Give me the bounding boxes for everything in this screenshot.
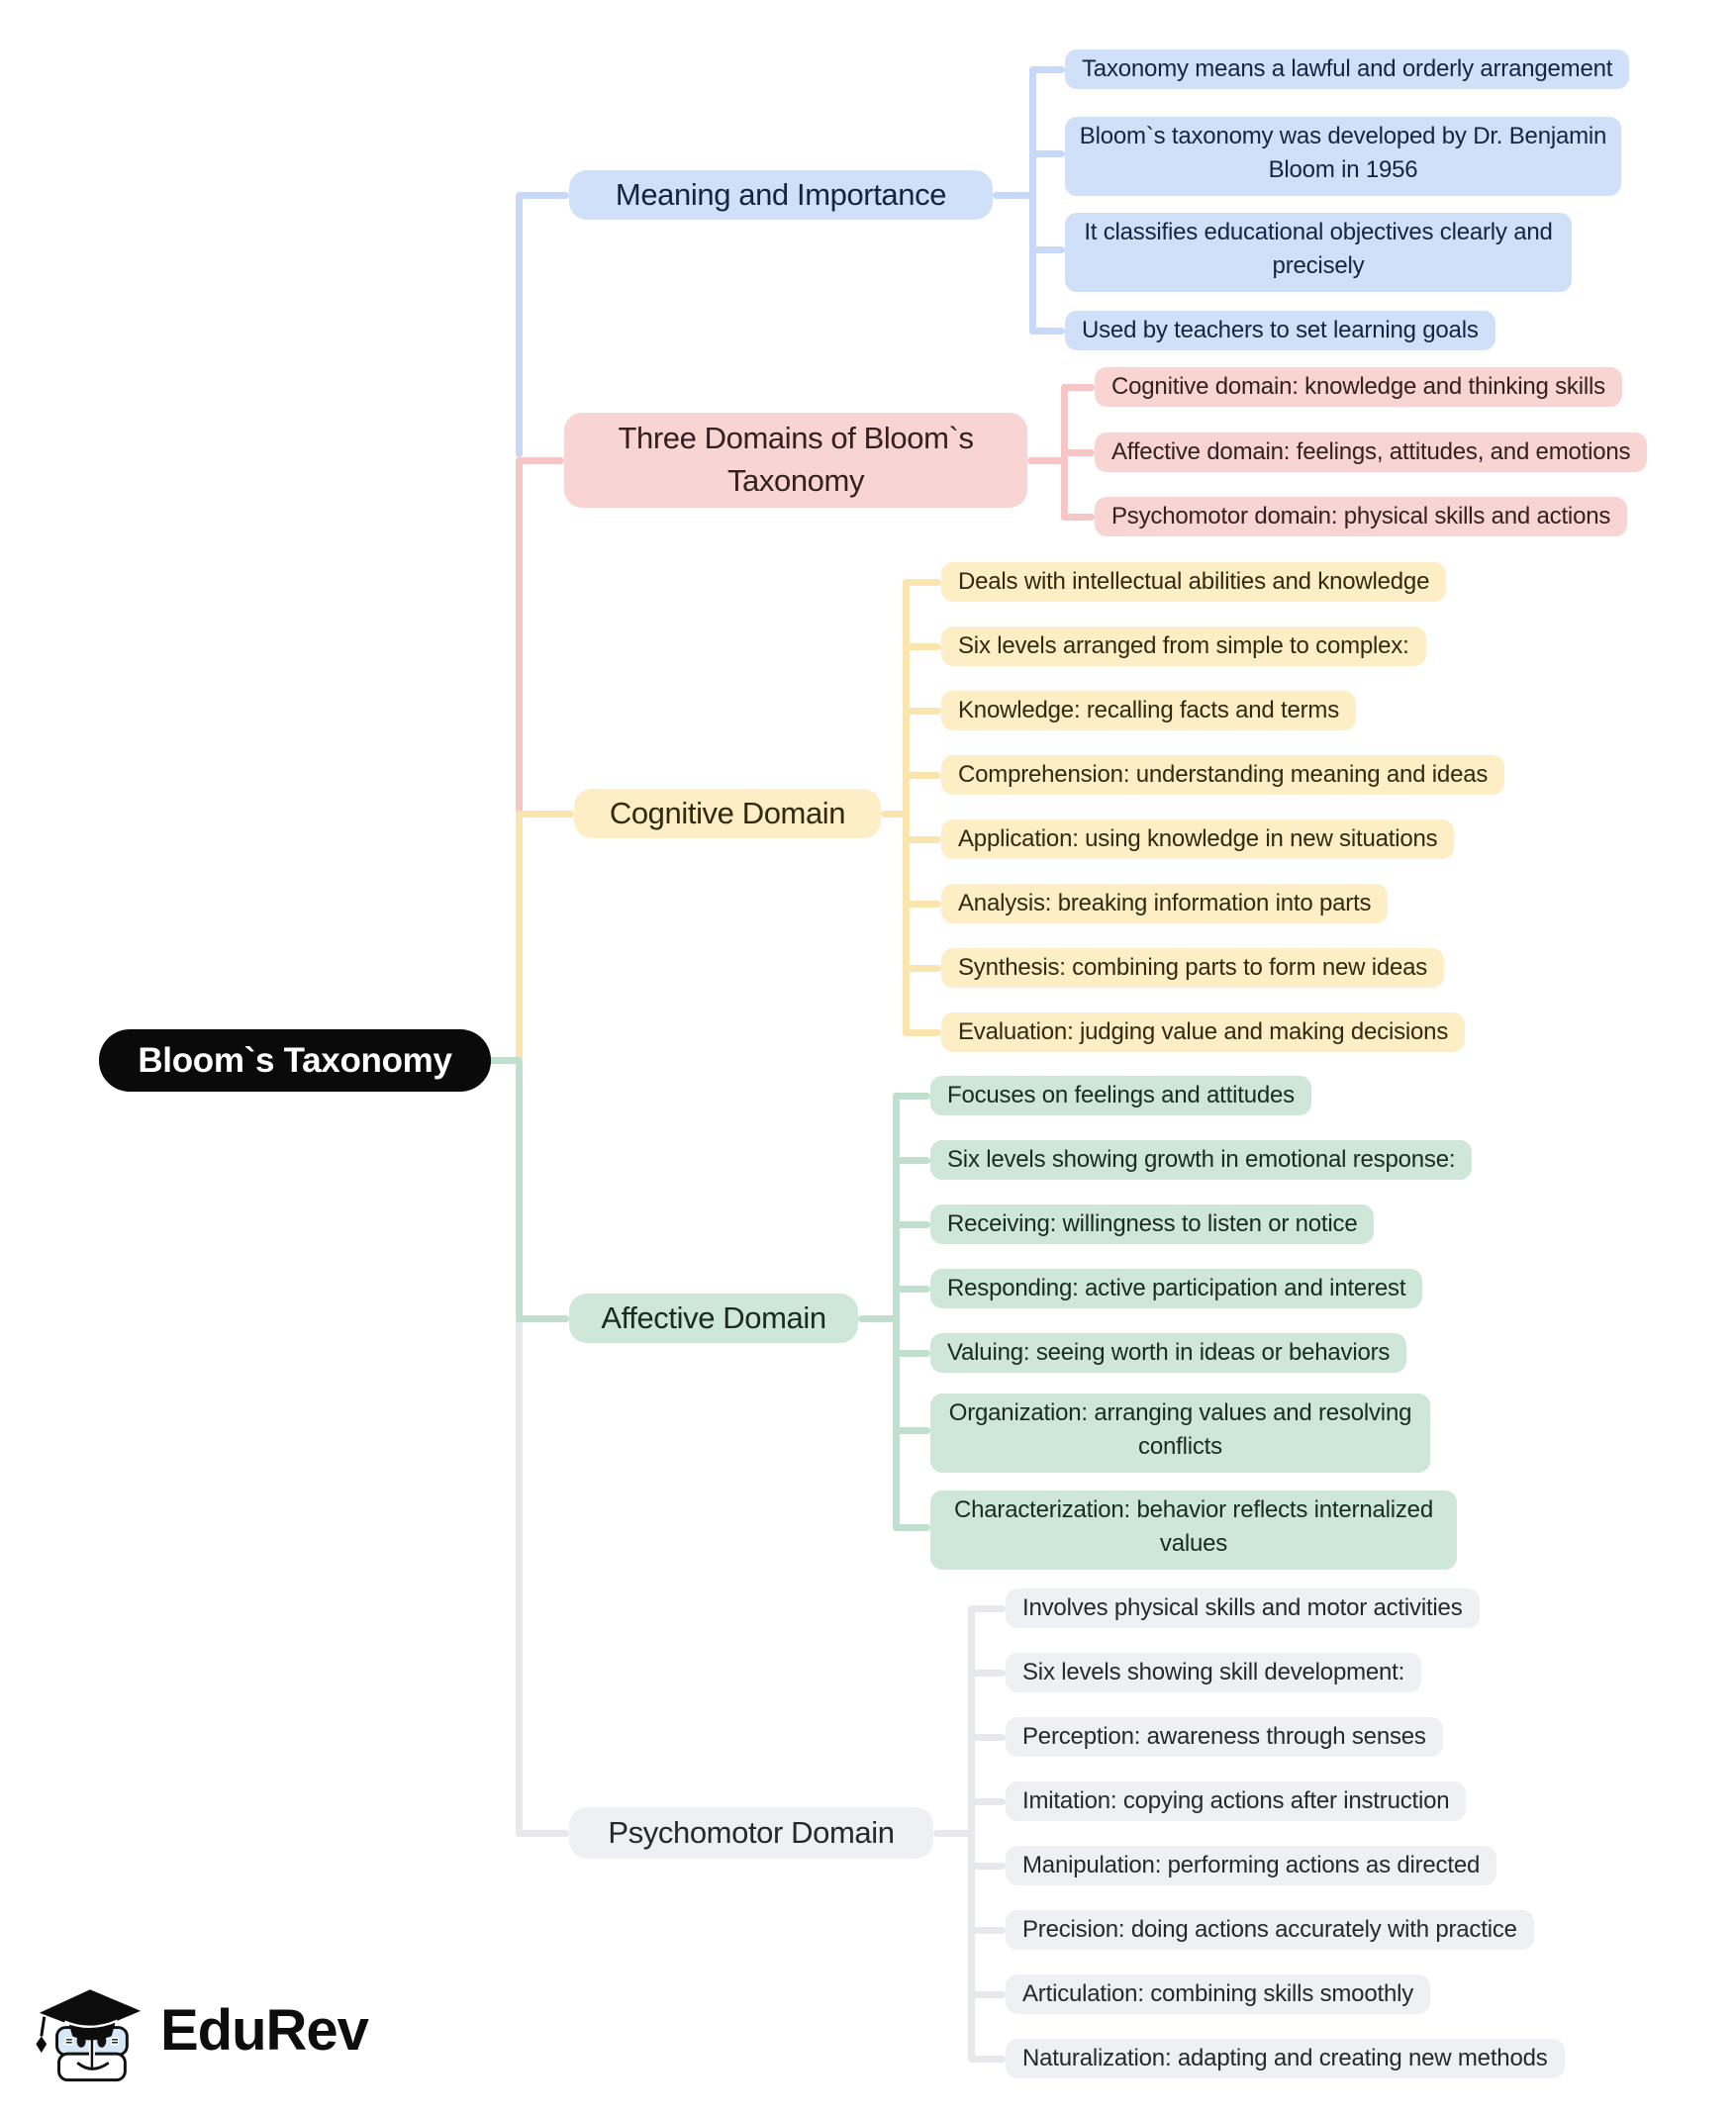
connector-line [903,836,941,843]
leaf-node[interactable]: Analysis: breaking information into parts [941,884,1388,923]
root-node-blooms-taxonomy[interactable]: Bloom`s Taxonomy [99,1029,491,1092]
connector-line [1061,449,1095,456]
branch-cognitive-domain[interactable]: Cognitive Domain [574,789,881,838]
leaf-node[interactable]: Evaluation: judging value and making decisions [941,1012,1465,1052]
leaf-node[interactable]: Psychomotor domain: physical skills and actions [1095,497,1627,536]
connector-line [968,1991,1006,1998]
connector-line [968,2056,1006,2063]
connector-line [903,1029,941,1036]
leaf-node[interactable]: Synthesis: combining parts to form new ideas [941,948,1444,988]
connector-line [516,192,569,199]
leaf-node[interactable]: Naturalization: adapting and creating new methods [1006,2039,1565,2078]
connector-line [516,814,523,1060]
connector-line [893,1524,930,1531]
leaf-node[interactable]: Used by teachers to set learning goals [1065,311,1495,350]
edurev-mascot-icon [30,1972,146,2088]
connector-line [516,1315,569,1322]
connector-line [968,1605,1006,1612]
connector-line [516,457,564,464]
connector-line [1061,514,1095,521]
edurev-watermark [30,1972,368,2088]
leaf-node[interactable]: Taxonomy means a lawful and orderly arrangement [1065,49,1629,89]
leaf-node[interactable]: Deals with intellectual abilities and knowledge [941,562,1446,602]
leaf-node[interactable]: Responding: active participation and interest [930,1269,1422,1308]
leaf-node[interactable]: Characterization: behavior reflects internalized values [930,1491,1457,1570]
connector-line [893,1427,930,1434]
leaf-node[interactable]: Bloom`s taxonomy was developed by Dr. Benjamin Bloom in 1956 [1065,117,1621,196]
leaf-node[interactable]: Perception: awareness through senses [1006,1717,1443,1757]
connector-line [903,579,941,586]
connector-line [516,1318,523,1837]
leaf-node[interactable]: Organization: arranging values and resolving conflicts [930,1394,1430,1473]
connector-line [968,1863,1006,1870]
connector-line [968,1798,1006,1805]
leaf-node[interactable]: It classifies educational objectives clearly and precisely [1065,213,1572,292]
connector-line [1029,150,1065,157]
branch-affective-domain[interactable]: Affective Domain [569,1294,858,1343]
connector-line [903,772,941,779]
connector-line [893,1350,930,1357]
connector-line [903,643,941,650]
leaf-node[interactable]: Affective domain: feelings, attitudes, and emotions [1095,433,1647,472]
leaf-node[interactable]: Involves physical skills and motor activities [1006,1588,1480,1628]
connector-line [516,1830,569,1837]
leaf-node[interactable]: Six levels showing skill development: [1006,1653,1421,1692]
connector-line [516,193,523,457]
connector-line [1029,66,1036,335]
connector-line [1029,66,1065,73]
leaf-node[interactable]: Articulation: combining skills smoothly [1006,1974,1430,2014]
branch-psychomotor-domain[interactable]: Psychomotor Domain [569,1807,933,1859]
leaf-node[interactable]: Valuing: seeing worth in ideas or behaviors [930,1333,1406,1373]
leaf-node[interactable]: Comprehension: understanding meaning and ideas [941,755,1504,795]
leaf-node[interactable]: Precision: doing actions accurately with practice [1006,1910,1534,1950]
connector-line [903,708,941,715]
connector-line [893,1157,930,1164]
edurev-wordmark: EduRev [160,1997,368,2063]
connector-line [1061,384,1095,391]
leaf-node[interactable]: Knowledge: recalling facts and terms [941,691,1356,730]
connector-line [516,457,523,814]
leaf-node[interactable]: Cognitive domain: knowledge and thinking skills [1095,367,1622,407]
connector-line [1029,246,1065,253]
connector-line [968,1927,1006,1934]
connector-line [516,811,574,818]
connector-line [516,1060,523,1318]
connector-line [968,1670,1006,1677]
leaf-node[interactable]: Focuses on feelings and attitudes [930,1076,1311,1115]
connector-line [893,1093,930,1100]
connector-line [968,1734,1006,1741]
connector-line [893,1286,930,1293]
leaf-node[interactable]: Application: using knowledge in new situations [941,819,1454,859]
leaf-node[interactable]: Six levels arranged from simple to complex: [941,626,1426,666]
branch-meaning-and-importance[interactable]: Meaning and Importance [569,170,993,220]
connector-line [903,901,941,908]
leaf-node[interactable]: Receiving: willingness to listen or notice [930,1204,1374,1244]
branch-three-domains-of-bloom-s-taxonomy[interactable]: Three Domains of Bloom`s Taxonomy [564,413,1027,508]
leaf-node[interactable]: Imitation: copying actions after instruction [1006,1781,1466,1821]
connector-line [903,965,941,972]
connector-line [1029,328,1065,335]
connector-line [893,1221,930,1228]
leaf-node[interactable]: Six levels showing growth in emotional response: [930,1140,1472,1180]
leaf-node[interactable]: Manipulation: performing actions as directed [1006,1846,1496,1885]
